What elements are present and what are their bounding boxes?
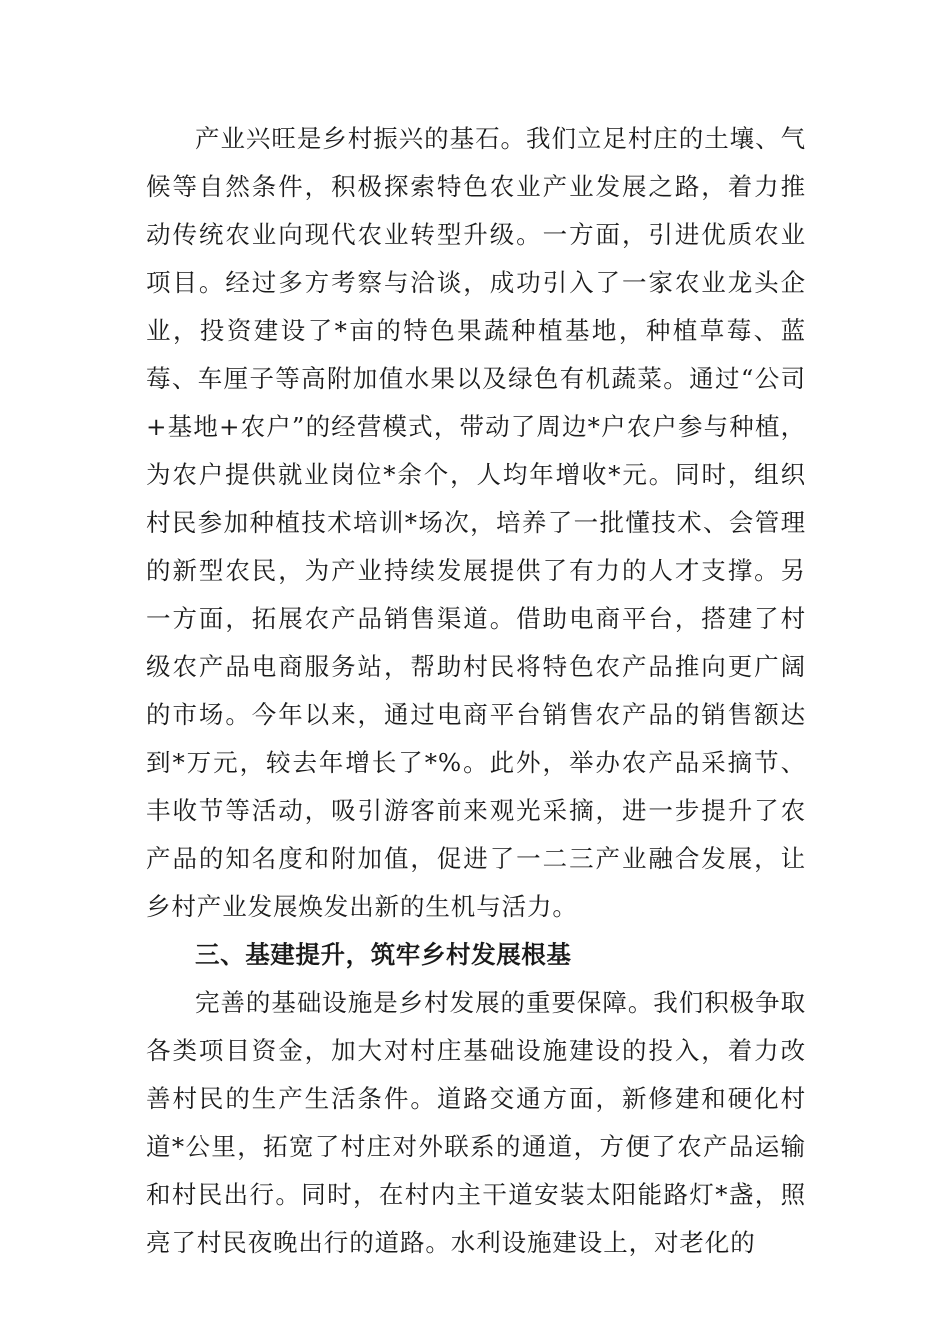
section-heading-infrastructure: 三、基建提升，筑牢乡村发展根基 [195, 940, 572, 969]
paragraph-industry: 产业兴旺是乡村振兴的基石。我们立足村庄的土壤、气候等自然条件，积极探索特色农业产业发展之路，着力推动传统农业向现代农业转型升级。一方面，引进优质农业项目。经过多方考察与洽谈，成功引入了一家农业龙头企业，投资建设了*亩的特色果蔬种植基地，种植草莓、蓝莓、车厘子等高附加值水果以及绿色有机蔬菜。通过“公司+基地+农户”的经营模式，带动了周边*户农户参与种植，为农户提供就业岗位*余个，人均年增收*元。同时，组织村民参加种植技术培训*场次，培养了一批懂技术、会管理的新型农民，为产业持续发展提供了有力的人才支撑。另一方面，拓展农产品销售渠道。借助电商平台，搭建了村级农产品电商服务站，帮助村民将特色农产品推向更广阔的市场。今年以来，通过电商平台销售农产品的销售额达到*万元，较去年增长了*%。此外，举办农产品采摘节、丰收节等活动，吸引游客前来观光采摘，进一步提升了农产品的知名度和附加值，促进了一二三产业融合发展，让乡村产业发展焕发出新的生机与活力。 [146, 124, 806, 921]
paragraph-infrastructure: 完善的基础设施是乡村发展的重要保障。我们积极争取各类项目资金，加大对村庄基础设施建设的投入，着力改善村民的生产生活条件。道路交通方面，新修建和硬化村道*公里，拓宽了村庄对外联系的通道，方便了农产品运输和村民出行。同时，在村内主干道安装太阳能路灯*盏，照亮了村民夜晚出行的道路。水利设施建设上，对老化的 [146, 988, 806, 1257]
document-body [146, 115, 806, 1267]
